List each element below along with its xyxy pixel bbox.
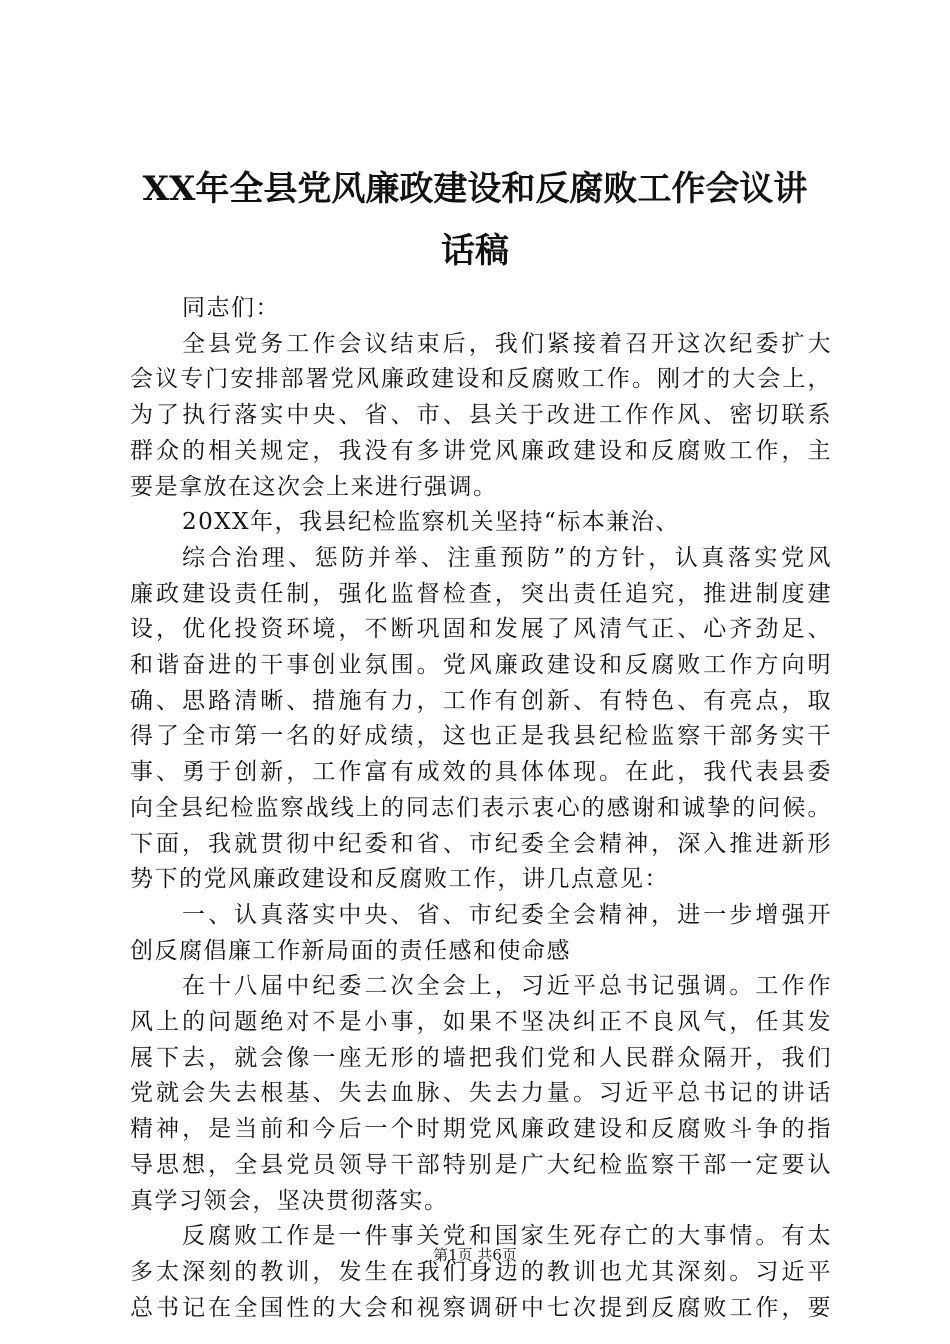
body-text-line: 党就会失去根基、失去血脉、失去力量。习近平总书记的讲话: [130, 1080, 832, 1107]
body-text-line: 同志们：: [182, 295, 280, 321]
body-text-line: 得了全市第一名的好成绩，这也正是我县纪检监察干部务实干: [130, 723, 832, 750]
body-text-line: 创反腐倡廉工作新局面的责任感和使命感: [130, 937, 571, 964]
body-text-line: 真学习领会，坚决贯彻落实。: [130, 1187, 449, 1214]
body-text-line: 导思想，全县党员领导干部特别是广大纪检监察干部一定要认: [130, 1151, 832, 1178]
body-text-line: 要是拿放在这次会上来进行强调。: [130, 473, 498, 500]
body-text-line: 反腐败工作是一件事关党和国家生死存亡的大事情。有太: [182, 1223, 832, 1250]
page-footer: 第1页 共6页: [433, 1246, 517, 1264]
document-body: [130, 291, 832, 1326]
body-text-line: 势下的党风廉政建设和反腐败工作，讲几点意见：: [130, 866, 669, 893]
body-text-line: 20XX年，我县纪检监察机关坚持“标本兼治、: [182, 509, 680, 536]
body-text-line: 为了执行落实中央、省、市、县关于改进工作作风、密切联系: [130, 402, 832, 429]
body-text-line: 和谐奋进的干事创业氛围。党风廉政建设和反腐败工作方向明: [130, 652, 832, 679]
body-text-line: 在十八届中纪委二次全会上，习近平总书记强调。工作作: [182, 973, 832, 1000]
body-text-line: 精神，是当前和今后一个时期党风廉政建设和反腐败斗争的指: [130, 1116, 832, 1143]
body-text-line: 群众的相关规定，我没有多讲党风廉政建设和反腐败工作，主: [130, 437, 832, 464]
body-text-line: 综合治理、惩防并举、注重预防”的方针，认真落实党风: [182, 544, 832, 571]
body-text-line: 多太深刻的教训，发生在我们身边的教训也尤其深刻。习近平: [130, 1258, 832, 1285]
title-line-2: 话稿: [441, 231, 509, 271]
document-title: [110, 158, 840, 282]
title-line-1: XX年全县党风廉政建设和反腐败工作会议讲: [142, 169, 808, 209]
body-text-line: 廉政建设责任制，强化监督检查，突出责任追究，推进制度建: [130, 580, 832, 607]
body-text-line: 确、思路清晰、措施有力，工作有创新、有特色、有亮点，取: [130, 687, 832, 714]
body-text-line: 展下去，就会像一座无形的墙把我们党和人民群众隔开，我们: [130, 1044, 832, 1071]
body-text-line: 风上的问题绝对不是小事，如果不坚决纠正不良风气，任其发: [130, 1009, 832, 1036]
body-text-line: 全县党务工作会议结束后，我们紧接着召开这次纪委扩大: [182, 330, 832, 357]
body-text-line: 一、认真落实中央、省、市纪委全会精神，进一步增强开: [182, 901, 832, 928]
body-text-line: 事、勇于创新，工作富有成效的具体体现。在此，我代表县委: [130, 759, 832, 786]
body-text-line: 下面，我就贯彻中纪委和省、市纪委全会精神，深入推进新形: [130, 830, 832, 857]
body-text-line: 会议专门安排部署党风廉政建设和反腐败工作。刚才的大会上，: [130, 366, 832, 393]
body-text-line: 向全县纪检监察战线上的同志们表示衷心的感谢和诚挚的问候。: [130, 794, 832, 821]
body-text-line: 总书记在全国性的大会和视察调研中七次提到反腐败工作，要: [130, 1294, 832, 1321]
body-text-line: 设，优化投资环境，不断巩固和发展了风清气正、心齐劲足、: [130, 616, 832, 643]
